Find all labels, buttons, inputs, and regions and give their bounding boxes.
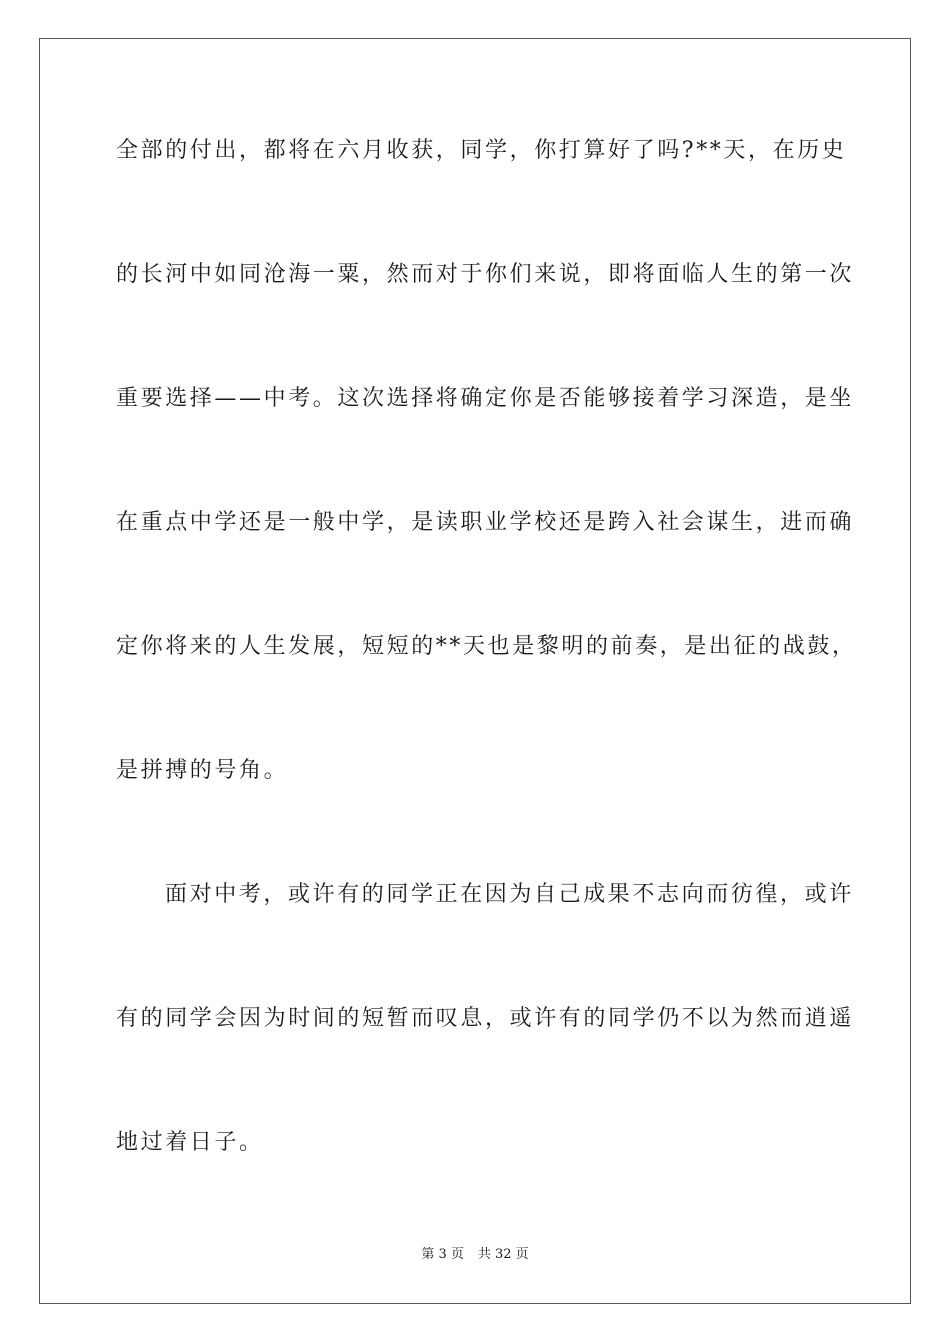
paragraph-line: 定你将来的人生发展，短短的**天也是黎明的前奏，是出征的战鼓， xyxy=(116,634,857,659)
paragraph-line: 有的同学会因为时间的短暂而叹息，或许有的同学仍不以为然而逍遥 xyxy=(116,1006,855,1031)
paragraph-line: 的长河中如同沧海一粟，然而对于你们来说，即将面临人生的第一次 xyxy=(116,262,855,287)
paragraph-line: 是拼搏的号角。 xyxy=(116,758,289,783)
page-number: 第 3 页 xyxy=(421,1247,464,1262)
paragraph-line: 面对中考，或许有的同学正在因为自己成果不志向而彷徨，或许 xyxy=(165,882,854,907)
paragraph-line: 重要选择——中考。这次选择将确定你是否能够接着学习深造，是坐 xyxy=(116,386,855,411)
paragraph-line: 在重点中学还是一般中学，是读职业学校还是跨入社会谋生，进而确 xyxy=(116,510,855,535)
page-footer xyxy=(0,1246,950,1264)
paragraph-line: 全部的付出，都将在六月收获，同学，你打算好了吗?**天，在历史 xyxy=(116,138,847,163)
page-border xyxy=(39,38,911,1304)
page-total: 共 32 页 xyxy=(477,1247,529,1262)
paragraph-line: 地过着日子。 xyxy=(116,1130,264,1155)
